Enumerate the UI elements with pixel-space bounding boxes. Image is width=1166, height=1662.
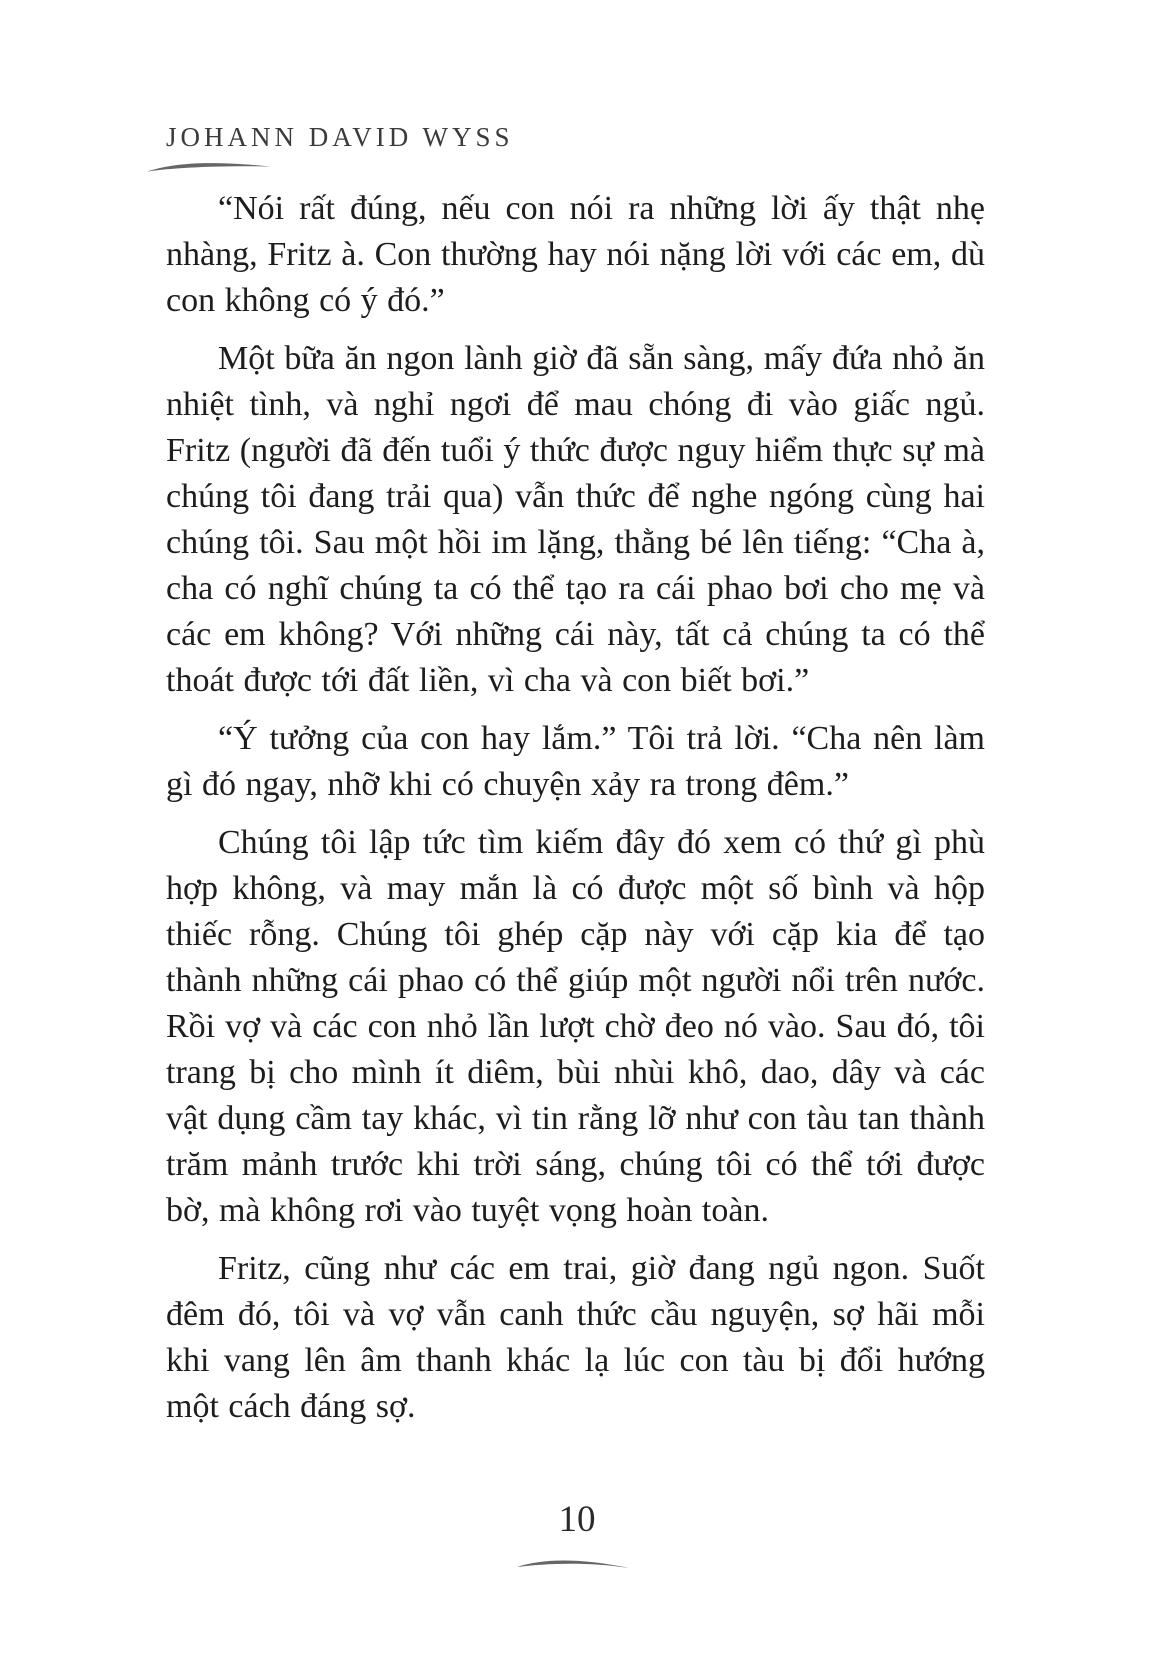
footer-flourish-icon bbox=[517, 1556, 630, 1572]
header-flourish-icon bbox=[147, 159, 272, 173]
page-body bbox=[166, 186, 985, 1442]
running-header bbox=[166, 122, 514, 153]
paragraph: Fritz, cũng như các em trai, giờ đang ngủ ngon. Suốt đêm đó, tôi và vợ vẫn canh thức cầu nguyện, sợ hãi mỗi khi vang lên âm thanh khác lạ lúc con tàu bị đổi hướng một cách đáng sợ. bbox=[166, 1250, 985, 1425]
paragraph: Chúng tôi lập tức tìm kiếm đây đó xem có thứ gì phù hợp không, và may mắn là có được một số bình và hộp thiếc rỗng. Chúng tôi ghép cặp này với cặp kia để tạo thành những cái phao có thể giúp một người nổi trên nước. Rồi vợ và các con nhỏ lần lượt chờ đeo nó vào. Sau đó, tôi trang bị cho mình ít diêm, bùi nhùi khô, dao, dây và các vật dụng cầm tay khác, vì tin rằng lỡ như con tàu tan thành trăm mảnh trước khi trời sáng, chúng tôi có thể tới được bờ, mà không rơi vào tuyệt vọng hoàn toàn. bbox=[166, 824, 985, 1229]
paragraph: “Nói rất đúng, nếu con nói ra những lời ấy thật nhẹ nhàng, Fritz à. Con thường hay nói nặng lời với các em, dù con không có ý đó.” bbox=[166, 190, 985, 319]
page-number: 10 bbox=[558, 1499, 596, 1540]
author-header: JOHANN DAVID WYSS bbox=[166, 122, 514, 152]
paragraph: “Ý tưởng của con hay lắm.” Tôi trả lời. “Cha nên làm gì đó ngay, nhỡ khi có chuyện xảy ra trong đêm.” bbox=[166, 720, 985, 803]
paragraph: Một bữa ăn ngon lành giờ đã sẵn sàng, mấy đứa nhỏ ăn nhiệt tình, và nghỉ ngơi để mau chóng đi vào giấc ngủ. Fritz (người đã đến tuổi ý thức được nguy hiểm thực sự mà chúng tôi đang trải qua) vẫn thức để nghe ngóng cùng hai chúng tôi. Sau một hồi im lặng, thằng bé lên tiếng: “Cha à, cha có nghĩ chúng ta có thể tạo ra cái phao bơi cho mẹ và các em không? Với những cái này, tất cả chúng ta có thể thoát được tới đất liền, vì cha và con biết bơi.” bbox=[166, 340, 985, 699]
page-footer bbox=[0, 1498, 1166, 1541]
